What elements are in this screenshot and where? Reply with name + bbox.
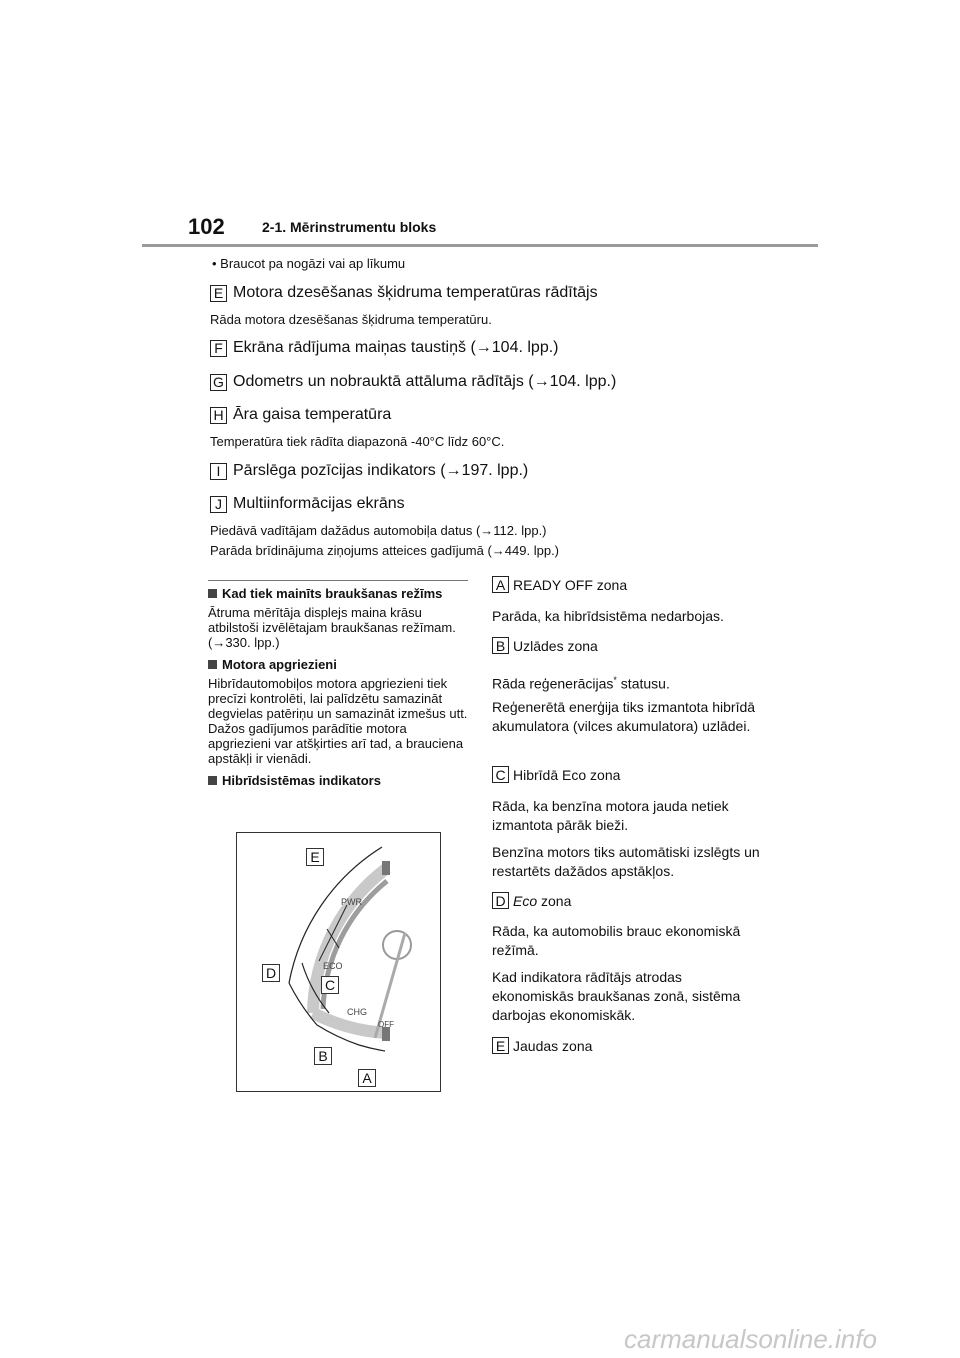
item-g [210, 373, 616, 391]
item-f-title: Ekrāna rādījuma maiņas taustiņš (→104. lpp.) [233, 339, 559, 356]
chapter-title: 2-1. Mērinstrumentu bloks [262, 219, 437, 235]
zone-a-letter: A [492, 576, 509, 593]
item-j-desc1: Piedāvā vadītājam dažādus automobiļa datus (→112. lpp.) [210, 523, 547, 538]
diagram-label-a: A [358, 1069, 376, 1087]
zone-d-letter: D [492, 892, 509, 909]
zone-b-heading [492, 637, 598, 654]
zone-b-title: Uzlādes zona [513, 637, 598, 654]
item-i-letter: I [210, 463, 227, 480]
item-f [210, 339, 558, 357]
zone-e-letter: E [492, 1037, 509, 1054]
item-h-letter: H [210, 407, 227, 424]
section-heading-hybrid-indicator: Hibrīdsistēmas indikators [208, 773, 470, 788]
square-bullet-icon [208, 776, 217, 785]
zone-d-heading [492, 892, 571, 909]
section-heading-rpm: Motora apgriezieni [208, 657, 470, 672]
item-h-desc: Temperatūra tiek rādīta diapazonā -40°C līdz 60°C. [210, 434, 505, 449]
zone-d-text-1: Rāda, ka automobilis brauc ekonomiskā režīmā. [492, 923, 741, 958]
zone-c-text-2: Benzīna motors tiks automātiski izslēgts un restartēts dažādos apstākļos. [492, 844, 760, 879]
item-j [210, 495, 405, 513]
zone-arc-a [359, 1045, 385, 1051]
needle-hub [383, 931, 411, 959]
zone-d-title-italic: Eco [513, 892, 538, 909]
gauge-label-off: OFF [378, 1020, 394, 1029]
item-e-title: Motora dzesēšanas šķidruma temperatūras rādītājs [233, 284, 598, 301]
diagram-label-b: B [314, 1047, 332, 1065]
item-h-title: Āra gaisa temperatūra [233, 406, 392, 423]
zone-e-title: Jaudas zona [513, 1037, 593, 1054]
watermark: carmanualsonline.info [624, 1324, 877, 1354]
zone-e-heading [492, 1037, 592, 1054]
rpm-text-2: Dažos gadījumos parādītie motora apgriezieni var atšķirties arī tad, a brauciena apstākļi ir vienādi. [208, 721, 464, 766]
left-column [208, 586, 470, 788]
zone-a-title: READY OFF zona [513, 576, 628, 593]
item-e-desc: Rāda motora dzesēšanas šķidruma temperatūru. [210, 312, 492, 327]
item-h [210, 406, 391, 424]
diagram-label-d: D [262, 964, 280, 982]
hybrid-indicator-diagram [236, 832, 441, 1092]
gauge-label-pwr: PWR [341, 897, 362, 907]
footnote-star: * [613, 675, 617, 685]
gauge-label-chg: CHG [347, 1007, 367, 1017]
zone-c-letter: C [492, 766, 509, 783]
header-divider [142, 244, 818, 247]
driving-mode-text: Ātruma mērītāja displejs maina krāsu atbilstoši izvēlētajam braukšanas režīmam.(→330. lpp.) [208, 605, 456, 650]
zone-c-heading [492, 766, 620, 783]
item-j-letter: J [210, 496, 227, 513]
zone-b-letter: B [492, 637, 509, 654]
item-i-title: Pārslēga pozīcijas indikators (→197. lpp.) [233, 462, 529, 479]
zone-c-text-1: Rāda, ka benzīna motora jauda netiek izmantota pārāk bieži. [492, 798, 729, 833]
item-j-desc2: Parāda brīdinājuma ziņojums atteices gadījumā (→449. lpp.) [210, 543, 560, 558]
zone-b-text-1: Rāda reģenerācijas* statusu. [492, 675, 670, 692]
gauge-end-mark-top [382, 861, 390, 875]
square-bullet-icon [208, 589, 217, 598]
item-g-title: Odometrs un nobrauktā attāluma rādītājs (→104. lpp.) [233, 373, 617, 390]
diagram-label-e: E [306, 848, 324, 866]
zone-a-heading [492, 576, 627, 593]
diagram-label-c: C [321, 976, 339, 994]
item-g-letter: G [210, 374, 227, 391]
intro-bullet: • Braucot pa nogāzi vai ap līkumu [212, 256, 406, 271]
item-e [210, 284, 598, 302]
zone-d-title-rest: zona [537, 892, 572, 909]
gauge-end-mark-bottom [382, 1027, 390, 1041]
zone-a-text: Parāda, ka hibrīdsistēma nedarbojas. [492, 608, 724, 624]
item-j-title: Multiinformācijas ekrāns [233, 495, 405, 512]
zone-c-title: Hibrīdā Eco zona [513, 766, 621, 783]
gauge-label-eco: ECO [323, 961, 343, 971]
rpm-text-1: Hibrīdautomobiļos motora apgriezieni tiek precīzi kontrolēti, lai palīdzētu samazināt degvielas patēriņu un samazināt izmešus utt. [208, 676, 468, 721]
item-i [210, 462, 528, 480]
item-f-letter: F [210, 340, 227, 357]
page-number: 102 [188, 214, 225, 239]
section-divider [208, 580, 468, 581]
zone-d-text-2: Kad indikatora rādītājs atrodas ekonomiskās braukšanas zonā, sistēma darbojas ekonomiskāk. [492, 969, 741, 1023]
zone-b-text-2: Reģenerētā enerģija tiks izmantota hibrīdā akumulatora (vilces akumulatora) uzlādei. [492, 699, 756, 734]
section-heading-driving-mode: Kad tiek mainīts braukšanas režīms [208, 586, 470, 601]
square-bullet-icon [208, 660, 217, 669]
item-e-letter: E [210, 285, 227, 302]
